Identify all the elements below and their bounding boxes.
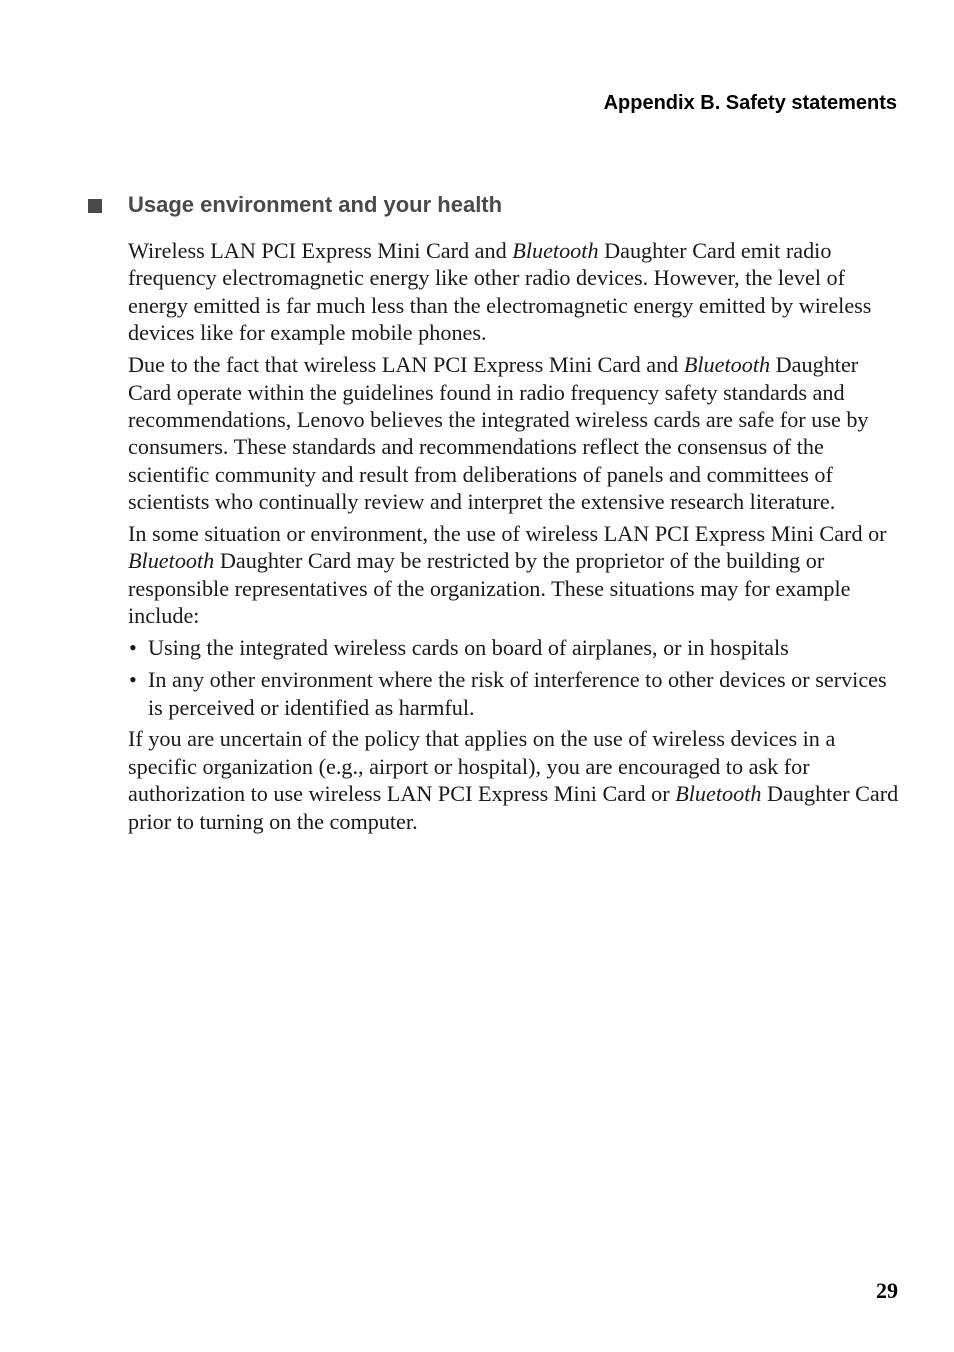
paragraph-3-text-a: In some situation or environment, the use of wireless LAN PCI Express Mini Card or bbox=[128, 521, 887, 547]
paragraph-1-italic: Bluetooth bbox=[512, 238, 599, 263]
paragraph-1 bbox=[128, 237, 900, 347]
square-bullet-icon bbox=[88, 199, 102, 213]
paragraph-2-text-c: Daughter Card operate within the guidelines found in radio frequency safety standards and recommendations, Lenovo believes the integrated wireless cards are safe for use by consumers. These standards and recommendations reflect the consensus of the scientific community and result from deliberations of panels and committees of scientists who continually review and interpret the extensive research literature. bbox=[128, 352, 869, 515]
paragraph-3 bbox=[128, 520, 900, 630]
paragraph-4-italic: Bluetooth bbox=[675, 781, 762, 807]
section-heading-text: Usage environment and your health bbox=[128, 192, 503, 217]
paragraph-2-italic: Bluetooth bbox=[683, 352, 771, 378]
paragraph-1-text-a: Wireless LAN PCI Express Mini Card and bbox=[128, 238, 513, 263]
paragraph-3-text-c: Daughter Card may be restricted by the proprietor of the building or responsible representatives of the organization. These situations may for example include: bbox=[128, 548, 851, 629]
paragraph-2-text-a: Due to the fact that wireless LAN PCI Express Mini Card and bbox=[128, 352, 684, 378]
list-item: • In any other environment where the risk of interference to other devices or services is perceived or identified as harmful. bbox=[128, 666, 900, 721]
body-text bbox=[128, 237, 900, 840]
paragraph-4-text-c: Daughter Card prior to turning on the computer. bbox=[128, 781, 899, 834]
paragraph-4 bbox=[128, 725, 900, 835]
paragraph-3-italic: Bluetooth bbox=[128, 548, 215, 574]
list-item: • Using the integrated wireless cards on board of airplanes, or in hospitals bbox=[128, 634, 900, 661]
bullet-list bbox=[128, 634, 900, 721]
paragraph-4-text-a: If you are uncertain of the policy that applies on the use of wireless devices in a specific organization (e.g., airport or hospital), you are encouraged to ask for authorization to use wireless LAN PCI Express Mini Card or bbox=[128, 726, 836, 807]
page-number: 29 bbox=[876, 1278, 898, 1303]
running-header: Appendix B. Safety statements bbox=[603, 92, 897, 114]
paragraph-1-text-c: Daughter Card emit radio frequency electromagnetic energy like other radio devices. However, the level of energy emitted is far much less than the electromagnetic energy emitted by wireless devices like for example mobile phones. bbox=[128, 238, 872, 346]
paragraph-2 bbox=[128, 351, 900, 515]
section-heading bbox=[88, 192, 502, 218]
